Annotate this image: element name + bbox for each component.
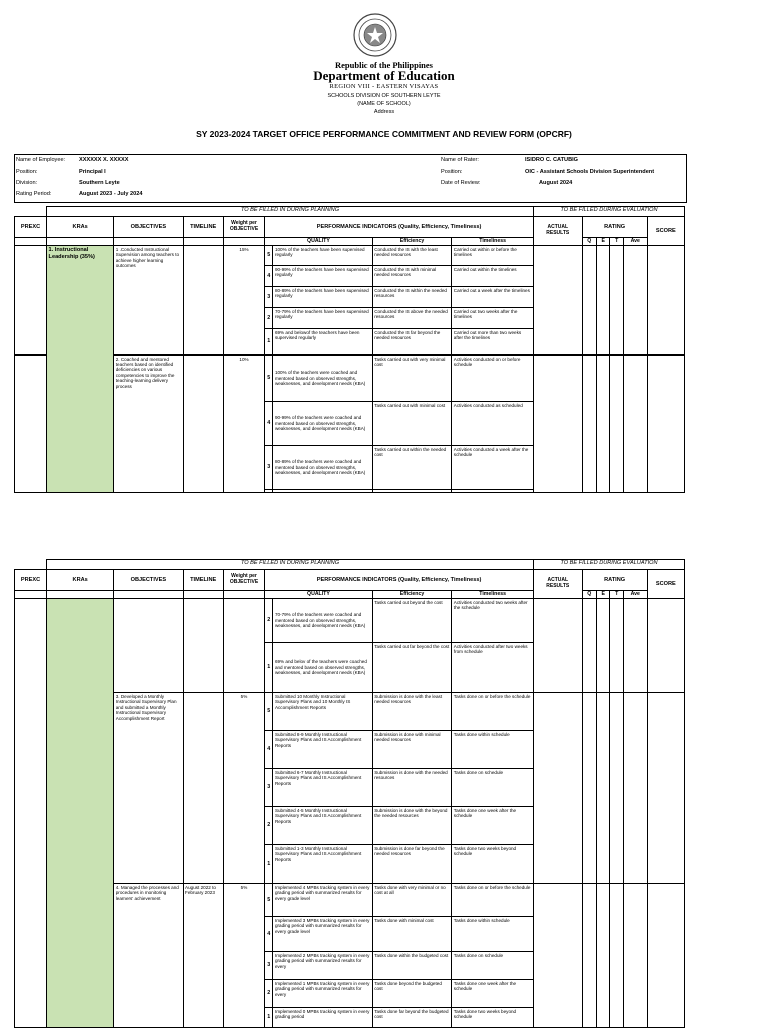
- rater-position: OIC - Assistant Schools Division Superintendent: [525, 169, 655, 175]
- quality-cell: 90-99% of the teachers have been supervised regularly: [273, 266, 372, 287]
- quality-header: QUALITY: [265, 591, 373, 599]
- rating-level: 4: [265, 266, 273, 287]
- timeliness-cell: Tasks done on or before the schedule: [452, 693, 534, 731]
- rating-q-header: Q: [582, 238, 596, 246]
- review-date: August 2024: [539, 180, 573, 186]
- objective-2: 2. Coached and mentored teachers based on identified deficiencies on various competencies to improve the teaching-learning delivery process: [114, 355, 183, 493]
- weight-header: Weight per OBJECTIVE: [223, 217, 264, 238]
- efficiency-cell: Tasks carried out with very minimal cost: [372, 355, 452, 402]
- efficiency-cell: Conducted the IS with the least needed resources: [372, 246, 452, 266]
- timeliness-cell: Activities conducted after two weeks from schedule: [452, 643, 534, 693]
- rating-level: 1: [265, 845, 273, 884]
- timeliness-cell: Tasks done on schedule: [452, 769, 534, 807]
- timeliness-cell: Carried out two weeks after the timelines: [452, 308, 534, 329]
- score-header: SCORE: [647, 217, 684, 246]
- kra-instructional-leadership: 1. Instructional Leadership (35%): [47, 246, 114, 493]
- rating-ave-header: Ave: [623, 591, 647, 599]
- employee-name: XXXXXX X. XXXXX: [79, 157, 129, 163]
- objectives-header: OBJECTIVES: [114, 570, 183, 591]
- timeliness-cell: Tasks done one week after the schedule: [452, 807, 534, 845]
- objective-3: 3. Developed a Monthly Instructional Supervisory Plan and submitted a Monthly Instructional Supervisory Accomplishment Report: [114, 693, 183, 884]
- timeline-header: TIMELINE: [183, 217, 223, 238]
- objective-2-weight: 10%: [223, 355, 264, 493]
- rating-level: 3: [265, 446, 273, 490]
- objective-3-weight: 5%: [223, 693, 264, 884]
- timeliness-cell: Tasks done one week after the schedule: [452, 980, 534, 1008]
- division-heading: SCHOOLS DIVISION OF SOUTHERN LEYTE: [327, 93, 441, 99]
- department-heading: Department of Education: [313, 68, 455, 83]
- rating-period-label: Rating Period:: [16, 191, 52, 197]
- timeliness-header: Timeliness: [452, 238, 534, 246]
- efficiency-cell: Submission is done with the needed resources: [372, 769, 452, 807]
- employee-division-label: Division:: [16, 180, 38, 186]
- prexc-header: PREXC: [15, 217, 47, 238]
- kras-header: KRAs: [47, 570, 114, 591]
- employee-info-box: [14, 154, 687, 203]
- objectives-header: OBJECTIVES: [114, 217, 183, 238]
- form-title: SY 2023-2024 TARGET OFFICE PERFORMANCE COMMITMENT AND REVIEW FORM (OPCRF): [196, 129, 572, 139]
- opcrf-table-page-1: [14, 206, 685, 493]
- objective-4-timeline: August 2022 to February 2023: [183, 884, 223, 1028]
- timeliness-cell: Tasks done on or before the schedule: [452, 884, 534, 917]
- efficiency-cell: Submission is done with the beyond the needed resources: [372, 807, 452, 845]
- indicators-header: PERFORMANCE INDICATORS (Quality, Efficiency, Timeliness): [265, 217, 534, 238]
- efficiency-cell: Tasks done with minimal cost: [372, 917, 452, 952]
- timeliness-cell: Activities conducted on or before schedule: [452, 355, 534, 402]
- timeliness-cell: Tasks done within schedule: [452, 917, 534, 952]
- efficiency-header: Efficiency: [372, 238, 452, 246]
- efficiency-cell: Tasks done far beyond the budgeted cost: [372, 1008, 452, 1028]
- rating-level: 5: [265, 355, 273, 402]
- quality-cell: Submitted 1-3 Monthly Instructional Supervisory Plans and IS Accomplishment Reports: [273, 845, 372, 884]
- timeliness-cell: Carried out more than two weeks after the timelines: [452, 329, 534, 355]
- review-date-label: Date of Review:: [441, 180, 481, 186]
- rating-t-header: T: [610, 591, 623, 599]
- quality-cell: Submitted 4-5 Monthly Instructional Supervisory Plans and IS Accomplishment Reports: [273, 807, 372, 845]
- prexc-header: PREXC: [15, 570, 47, 591]
- efficiency-cell: Conducted the IS above the needed resources: [372, 308, 452, 329]
- school-name: (NAME OF SCHOOL): [357, 101, 411, 107]
- evaluation-band: TO BE FILLED DURING EVALUATION: [533, 560, 684, 570]
- rating-level: 2: [265, 599, 273, 643]
- actual-results-header: ACTUAL RESULTS: [533, 570, 582, 599]
- timeliness-cell: Activities conducted two weeks after the schedule: [452, 599, 534, 643]
- quality-cell: 70-79% of the teachers have been supervised regularly: [273, 308, 372, 329]
- rating-ave-header: Ave: [623, 238, 647, 246]
- rating-level: 2: [265, 980, 273, 1008]
- timeliness-cell: Tasks done within schedule: [452, 731, 534, 769]
- timeliness-cell: Carried out a week after the timelines: [452, 287, 534, 308]
- timeliness-cell: Tasks done two weeks beyond schedule: [452, 845, 534, 884]
- efficiency-cell: Submission is done with minimal needed resources: [372, 731, 452, 769]
- efficiency-cell: Submission is done with the least needed resources: [372, 693, 452, 731]
- rating-level: 5: [265, 693, 273, 731]
- efficiency-cell: Tasks carried out within the needed cost: [372, 446, 452, 490]
- rating-level: 3: [265, 952, 273, 980]
- quality-header: QUALITY: [265, 238, 373, 246]
- rating-q-header: Q: [582, 591, 596, 599]
- quality-cell: 69% and belov of the teachers were coached and mentored based on observed strengths, weaknesses, and development needs (KBA): [273, 643, 372, 693]
- quality-cell: Implemented 1 MPBs tracking system in every grading period with summarized results for every: [273, 980, 372, 1008]
- quality-cell: Implemented 0 MPBs tracking system in every grading period: [273, 1008, 372, 1028]
- opcrf-table-page-2: [14, 559, 685, 1028]
- employee-name-label: Name of Employee:: [16, 157, 66, 163]
- timeliness-cell: Activities conducted as scheduled: [452, 402, 534, 446]
- rating-level: 1: [265, 1008, 273, 1028]
- kras-header: KRAs: [47, 217, 114, 238]
- rating-level: 2: [265, 807, 273, 845]
- rating-e-header: E: [597, 591, 610, 599]
- quality-cell: Implemented 4 MPBs tracking system in every grading period with summarized results for every grade level: [273, 884, 372, 917]
- timeliness-cell: Tasks done on schedule: [452, 952, 534, 980]
- weight-header: Weight per OBJECTIVE: [223, 570, 264, 591]
- deped-seal-logo: [353, 13, 397, 57]
- rating-level: 4: [265, 402, 273, 446]
- timeline-header: TIMELINE: [183, 570, 223, 591]
- efficiency-header: Efficiency: [372, 591, 452, 599]
- timeliness-cell: Tasks done two weeks beyond schedule: [452, 1008, 534, 1028]
- rating-level: 1: [265, 329, 273, 355]
- rating-period: August 2023 - July 2024: [79, 191, 143, 197]
- quality-cell: 80-89% of the teachers were coached and mentored based on observed strengths, weaknesses, and development needs (KBA): [273, 446, 372, 490]
- efficiency-cell: Submission is done far beyond the needed resources: [372, 845, 452, 884]
- quality-cell: 100% of the teachers were coached and mentored based on observed strengths, weaknesses, and development needs (KBA): [273, 355, 372, 402]
- efficiency-cell: Tasks done within the budgeted cost: [372, 952, 452, 980]
- quality-cell: Implemented 3 MPBs tracking system in every grading period with summarized results for every grade level: [273, 917, 372, 952]
- employee-position-label: Position:: [16, 169, 38, 175]
- rating-header: RATING: [582, 217, 647, 238]
- timeliness-header: Timeliness: [452, 591, 534, 599]
- rating-t-header: T: [610, 238, 623, 246]
- efficiency-cell: Tasks done beyond the budgeted cost: [372, 980, 452, 1008]
- efficiency-cell: Conducted the IS far beyond the needed resources: [372, 329, 452, 355]
- republic-heading: Republic of the Philippines: [334, 60, 433, 70]
- rating-level: 5: [265, 246, 273, 266]
- planning-band: TO BE FILLED IN DURING PLANNING: [47, 207, 534, 217]
- efficiency-cell: Tasks done with very minimal or no cost at all: [372, 884, 452, 917]
- timeliness-cell: Activities conducted a week after the schedule: [452, 446, 534, 490]
- quality-cell: Implemented 2 MPBs tracking system in every grading period with summarized results for every: [273, 952, 372, 980]
- quality-cell: 100% of the teachers have been supervised regularly: [273, 246, 372, 266]
- quality-cell: Submitted 8-9 Monthly Instructional Supervisory Plans and IS Accomplishment Reports: [273, 731, 372, 769]
- quality-cell: 80-89% of the teachers have been supervised regularly: [273, 287, 372, 308]
- efficiency-cell: Conducted the IS within the needed resources: [372, 287, 452, 308]
- objective-1: 1 .Conducted Instructional Supervision among teachers to achieve higher learning outcomes: [114, 246, 183, 355]
- rater-name: ISIDRO C. CATUBIG: [525, 157, 579, 163]
- timeliness-cell: Carried out within the timelines: [452, 266, 534, 287]
- rating-level: 5: [265, 884, 273, 917]
- timeliness-cell: Carried out within or before the timelines: [452, 246, 534, 266]
- quality-cell: Submitted 6-7 Monthly Instructional Supervisory Plans and IS Accomplishment Reports: [273, 769, 372, 807]
- rating-header: RATING: [582, 570, 647, 591]
- rating-level: 4: [265, 917, 273, 952]
- rating-level: 3: [265, 287, 273, 308]
- evaluation-band: TO BE FILLED DURING EVALUATION: [533, 207, 684, 217]
- objective-4-weight: 5%: [223, 884, 264, 1028]
- rating-level: 2: [265, 308, 273, 329]
- efficiency-cell: Tasks carried out far beyond the cost: [372, 643, 452, 693]
- efficiency-cell: Tasks carried out beyond the cost: [372, 599, 452, 643]
- quality-cell: 90-99% of the teachers were coached and mentored based on observed strengths, weaknesses, and development needs (KBA): [273, 402, 372, 446]
- rating-level: 3: [265, 769, 273, 807]
- rating-level: 1: [265, 643, 273, 693]
- rater-position-label: Position:: [441, 169, 463, 175]
- efficiency-cell: Tasks carried out with minimal cost: [372, 402, 452, 446]
- quality-cell: 69% and belowof the teachers have been supervised regularly: [273, 329, 372, 355]
- kra-continued: [47, 599, 114, 1028]
- score-header: SCORE: [647, 570, 684, 599]
- rating-level: 4: [265, 731, 273, 769]
- quality-cell: 70-79% of the teachers were coached and mentored based on observed strengths, weaknesses, and development needs (KBA): [273, 599, 372, 643]
- efficiency-cell: Conducted the IS with minimal needed resources: [372, 266, 452, 287]
- objective-1-weight: 15%: [223, 246, 264, 355]
- indicators-header: PERFORMANCE INDICATORS (Quality, Efficiency, Timeliness): [265, 570, 534, 591]
- rater-name-label: Name of Rater:: [441, 157, 479, 163]
- school-address: Address: [373, 109, 395, 115]
- employee-position: Principal I: [79, 169, 106, 175]
- employee-division: Southern Leyte: [79, 180, 120, 186]
- rating-e-header: E: [597, 238, 610, 246]
- objective-4: 4. Managed the processes and procedures in monitoring learners' achievement: [114, 884, 183, 1028]
- actual-results-header: ACTUAL RESULTS: [533, 217, 582, 246]
- planning-band: TO BE FILLED IN DURING PLANNING: [47, 560, 534, 570]
- region-heading: REGION VIII - EASTERN VISAYAS: [329, 83, 439, 90]
- quality-cell: Submitted 10 Monthly Instructional Supervisory Plans and 10 Monthly IS Accomplishment Reports: [273, 693, 372, 731]
